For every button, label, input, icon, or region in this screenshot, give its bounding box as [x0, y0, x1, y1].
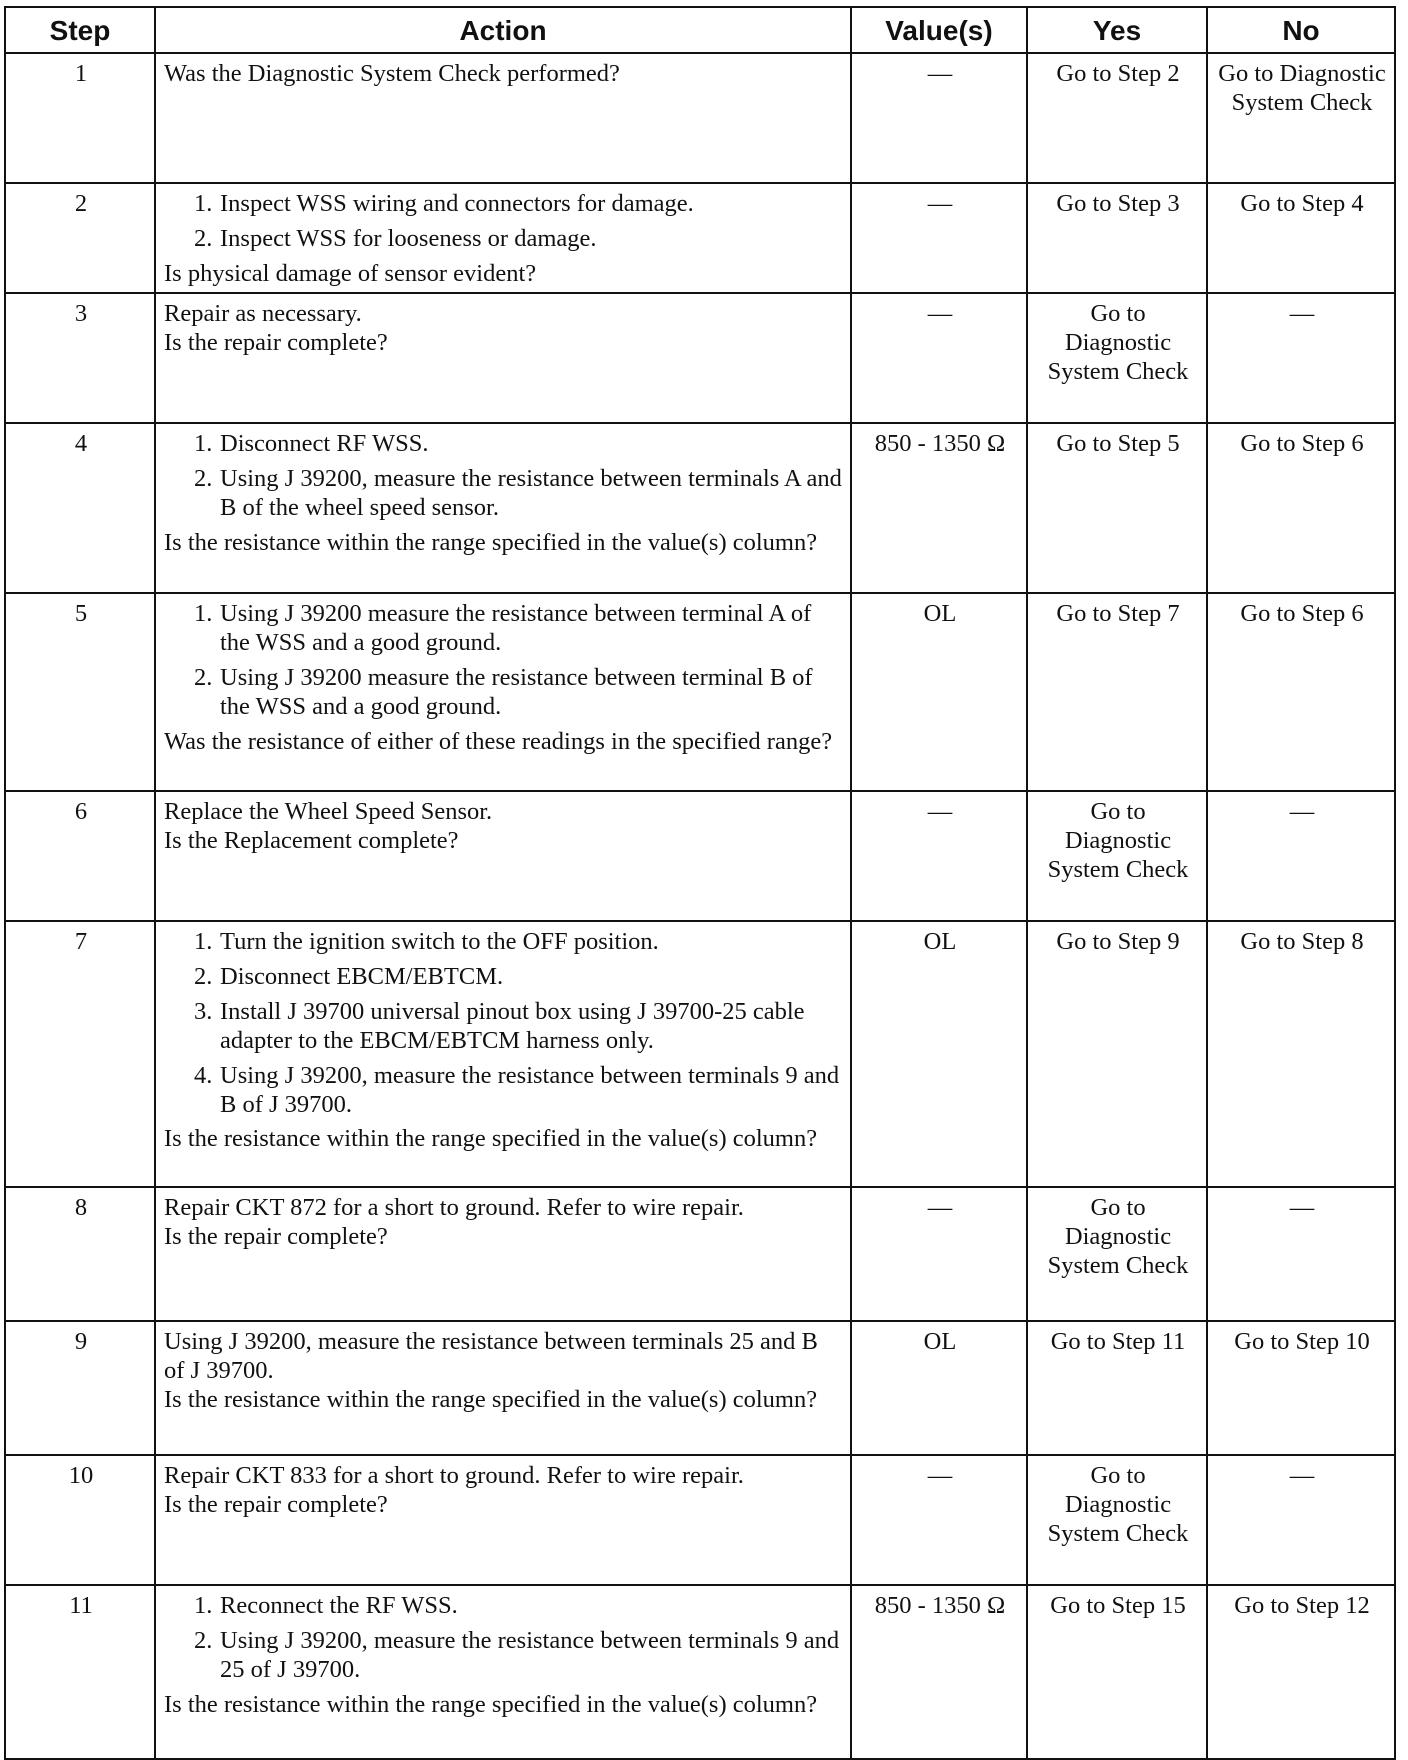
question-text: Is the repair complete?	[164, 1490, 388, 1518]
question-text: Is the resistance within the range specified in the value(s) column?	[164, 528, 818, 556]
table-row	[5, 183, 1395, 293]
substep	[194, 998, 844, 1056]
step-number: 4	[5, 423, 155, 593]
question-text: Is physical damage of sensor evident?	[164, 259, 537, 287]
header-action: Action	[155, 7, 851, 53]
substep	[194, 664, 844, 722]
table-row	[5, 1321, 1395, 1455]
yes-cell: Go to Step 5	[1027, 423, 1207, 593]
header-yes: Yes	[1027, 7, 1207, 53]
step-number: 6	[5, 791, 155, 921]
step-number: 1	[5, 53, 155, 183]
yes-cell: Go to Step 15	[1027, 1585, 1207, 1759]
value-cell: —	[851, 293, 1027, 423]
table-row	[5, 423, 1395, 593]
action-text: Using J 39200, measure the resistance between terminals 25 and B of J 39700.	[164, 1328, 818, 1384]
substep-number: 1.	[194, 430, 213, 457]
yes-cell: Go to Diagnostic System Check	[1027, 791, 1207, 921]
table-row	[5, 921, 1395, 1187]
question-text: Is the repair complete?	[164, 328, 388, 356]
question-text: Is the repair complete?	[164, 1222, 388, 1250]
substep-text: Disconnect RF WSS.	[220, 430, 429, 457]
yes-cell: Go to Diagnostic System Check	[1027, 293, 1207, 423]
substep-text: Using J 39200, measure the resistance between terminals 9 and B of J 39700.	[220, 1061, 840, 1118]
substep-text: Inspect WSS wiring and connectors for damage.	[220, 190, 694, 217]
step-number: 7	[5, 921, 155, 1187]
action-cell	[155, 293, 851, 423]
yes-cell: Go to Step 2	[1027, 53, 1207, 183]
action-cell	[155, 1187, 851, 1321]
step-number: 8	[5, 1187, 155, 1321]
substep-number: 2.	[194, 464, 213, 492]
substep	[194, 600, 844, 658]
yes-cell: Go to Diagnostic System Check	[1027, 1455, 1207, 1585]
action-cell	[155, 1321, 851, 1455]
step-number: 9	[5, 1321, 155, 1455]
action-cell	[155, 53, 851, 183]
value-cell: OL	[851, 921, 1027, 1187]
question-text: Was the resistance of either of these readings in the specified range?	[164, 727, 833, 755]
value-cell: OL	[851, 593, 1027, 791]
value-cell: —	[851, 1455, 1027, 1585]
no-cell: Go to Step 10	[1207, 1321, 1395, 1455]
substep-number: 3.	[194, 997, 213, 1025]
question-text: Is the resistance within the range specified in the value(s) column?	[164, 1125, 818, 1153]
step-number: 5	[5, 593, 155, 791]
substep-text: Using J 39200, measure the resistance between terminals 9 and 25 of J 39700.	[220, 1626, 840, 1683]
action-cell	[155, 1455, 851, 1585]
table-row	[5, 1455, 1395, 1585]
header-step: Step	[5, 7, 155, 53]
no-cell: Go to Step 12	[1207, 1585, 1395, 1759]
substep-list	[164, 190, 844, 254]
diagnostic-table	[4, 6, 1396, 1760]
no-cell: Go to Step 8	[1207, 921, 1395, 1187]
value-cell: OL	[851, 1321, 1027, 1455]
table-row	[5, 53, 1395, 183]
substep-list	[164, 928, 844, 1119]
step-number: 10	[5, 1455, 155, 1585]
header-no: No	[1207, 7, 1395, 53]
substep	[194, 225, 844, 254]
table-row	[5, 1187, 1395, 1321]
substep-text: Inspect WSS for looseness or damage.	[220, 224, 597, 252]
value-cell: —	[851, 53, 1027, 183]
substep-text: Using J 39200 measure the resistance between terminal A of the WSS and a good ground.	[220, 600, 812, 656]
step-number: 11	[5, 1585, 155, 1759]
action-cell	[155, 183, 851, 293]
question-text: Is the Replacement complete?	[164, 826, 459, 854]
substep-number: 2.	[194, 1626, 213, 1654]
substep-text: Turn the ignition switch to the OFF position.	[220, 928, 659, 955]
substep-text: Install J 39700 universal pinout box using J 39700-25 cable adapter to the EBCM/EBTCM harness only.	[220, 997, 805, 1054]
substep	[194, 465, 844, 523]
substep-number: 4.	[194, 1061, 213, 1089]
action-text: Was the Diagnostic System Check performed?	[164, 60, 620, 87]
substep-list	[164, 1592, 844, 1685]
substep-number: 2.	[194, 962, 213, 990]
action-cell	[155, 593, 851, 791]
substep-text: Disconnect EBCM/EBTCM.	[220, 962, 504, 990]
yes-cell: Go to Step 3	[1027, 183, 1207, 293]
action-text: Repair as necessary.	[164, 300, 362, 327]
substep-list	[164, 600, 844, 722]
value-cell: —	[851, 791, 1027, 921]
table-row	[5, 593, 1395, 791]
action-text: Replace the Wheel Speed Sensor.	[164, 798, 493, 825]
yes-cell: Go to Step 9	[1027, 921, 1207, 1187]
substep	[194, 1627, 844, 1685]
value-cell: 850 - 1350 Ω	[851, 423, 1027, 593]
action-cell	[155, 921, 851, 1187]
action-text: Repair CKT 833 for a short to ground. Refer to wire repair.	[164, 1462, 744, 1489]
action-cell	[155, 791, 851, 921]
no-cell: —	[1207, 1455, 1395, 1585]
yes-cell: Go to Diagnostic System Check	[1027, 1187, 1207, 1321]
substep	[194, 1592, 844, 1621]
substep-number: 2.	[194, 663, 213, 691]
no-cell: Go to Step 6	[1207, 423, 1395, 593]
substep-number: 1.	[194, 600, 213, 627]
substep-number: 2.	[194, 224, 213, 252]
value-cell: —	[851, 183, 1027, 293]
substep	[194, 928, 844, 957]
substep-number: 1.	[194, 190, 213, 217]
no-cell: Go to Diagnostic System Check	[1207, 53, 1395, 183]
no-cell: —	[1207, 1187, 1395, 1321]
value-cell: 850 - 1350 Ω	[851, 1585, 1027, 1759]
substep-text: Reconnect the RF WSS.	[220, 1592, 458, 1619]
substep-text: Using J 39200 measure the resistance between terminal B of the WSS and a good ground.	[220, 663, 813, 720]
substep	[194, 190, 844, 219]
substep	[194, 1062, 844, 1120]
step-number: 3	[5, 293, 155, 423]
value-cell: —	[851, 1187, 1027, 1321]
header-values: Value(s)	[851, 7, 1027, 53]
action-cell	[155, 1585, 851, 1759]
header-row	[5, 7, 1395, 53]
no-cell: —	[1207, 293, 1395, 423]
table-row	[5, 293, 1395, 423]
substep-text: Using J 39200, measure the resistance between terminals A and B of the wheel speed sensor.	[220, 464, 842, 521]
substep-number: 1.	[194, 928, 213, 955]
no-cell: Go to Step 4	[1207, 183, 1395, 293]
no-cell: Go to Step 6	[1207, 593, 1395, 791]
yes-cell: Go to Step 7	[1027, 593, 1207, 791]
no-cell: —	[1207, 791, 1395, 921]
action-text: Repair CKT 872 for a short to ground. Refer to wire repair.	[164, 1194, 744, 1221]
step-number: 2	[5, 183, 155, 293]
question-text: Is the resistance within the range specified in the value(s) column?	[164, 1385, 818, 1413]
substep	[194, 430, 844, 459]
yes-cell: Go to Step 11	[1027, 1321, 1207, 1455]
substep-list	[164, 430, 844, 523]
substep	[194, 963, 844, 992]
table-row	[5, 1585, 1395, 1759]
question-text: Is the resistance within the range specified in the value(s) column?	[164, 1690, 818, 1718]
substep-number: 1.	[194, 1592, 213, 1619]
action-cell	[155, 423, 851, 593]
table-row	[5, 791, 1395, 921]
